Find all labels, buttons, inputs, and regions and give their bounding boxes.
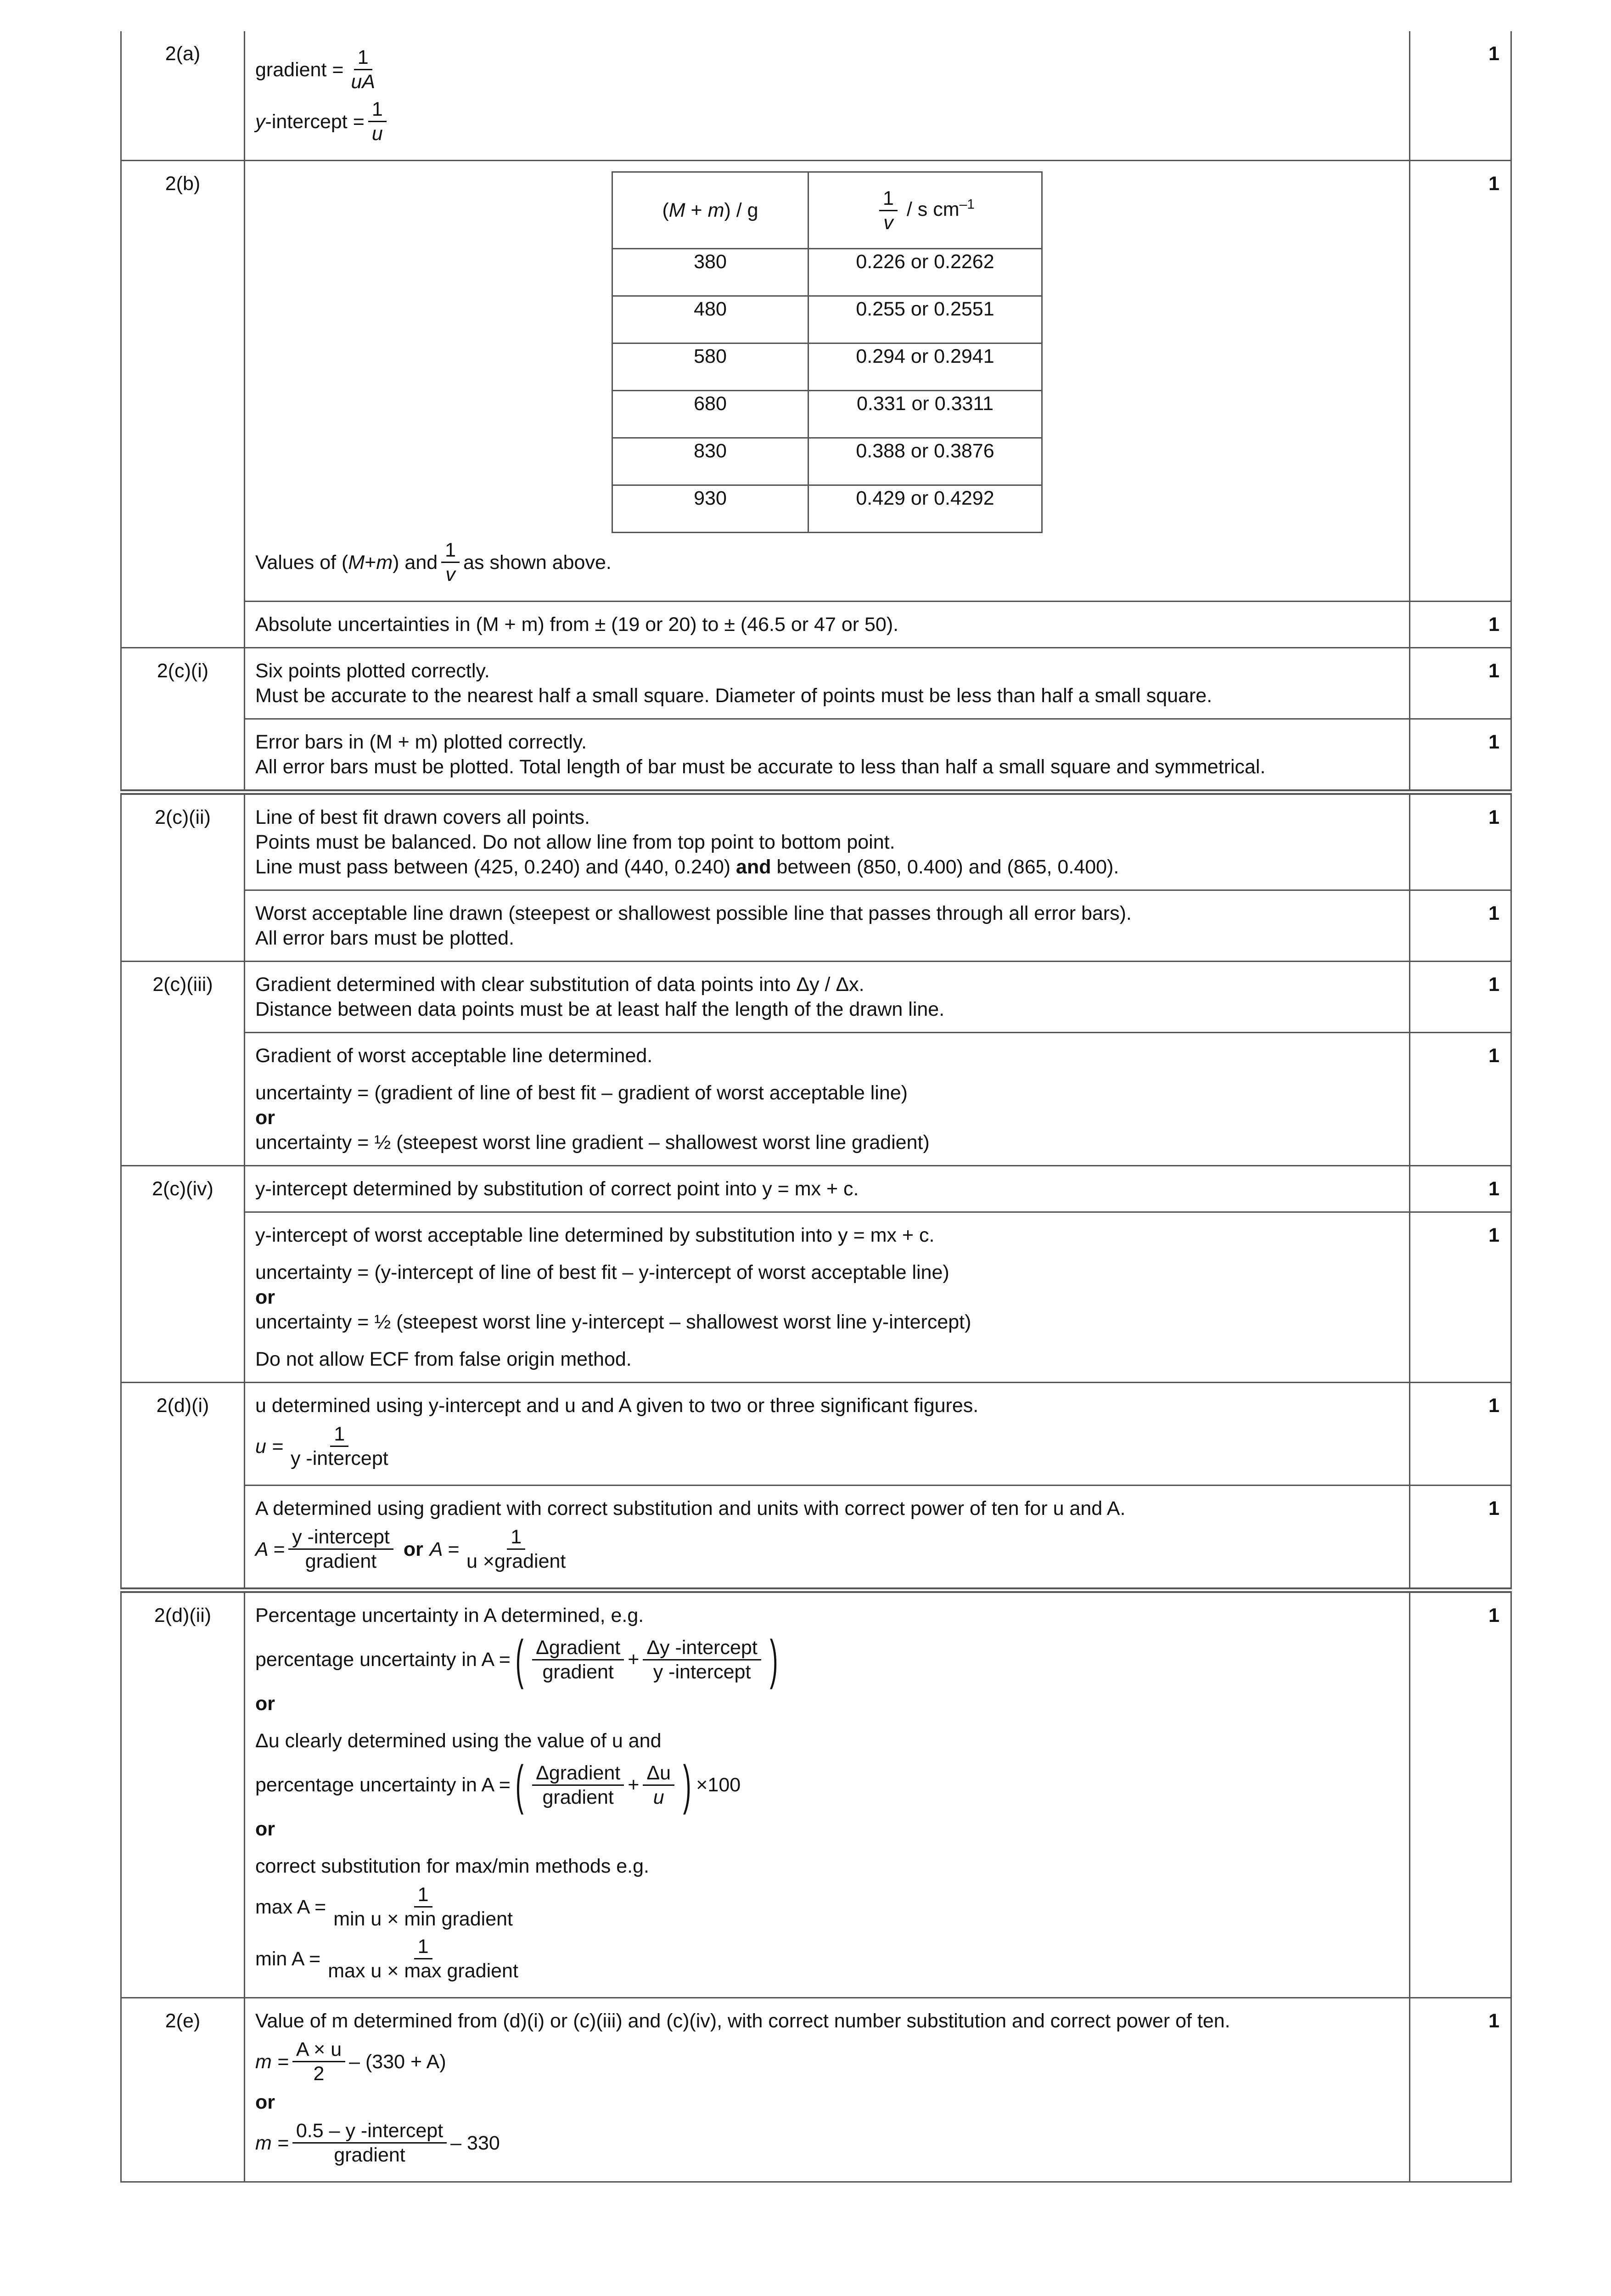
question-number: 2(c)(iii) <box>121 962 245 1166</box>
question-number: 2(e) <box>121 1998 245 2182</box>
mark: 1 <box>1410 1212 1511 1383</box>
mark: 1 <box>1410 1590 1511 1998</box>
answer-cell <box>245 161 1410 602</box>
header-mass: (M + m) / g <box>612 172 808 249</box>
row-2ciii-uncertainty <box>121 1033 1511 1166</box>
question-number: 2(d)(i) <box>121 1383 245 1591</box>
table-row: 580 0.294 or 0.2941 <box>612 343 1042 391</box>
fraction: $\frac{1}{uA}$ <box>351 46 376 93</box>
row-2cii <box>121 792 1511 890</box>
mark: 1 <box>1410 962 1511 1033</box>
mark: 1 <box>1410 602 1511 648</box>
table-row: 480 0.255 or 0.2551 <box>612 296 1042 343</box>
table-header-row <box>612 172 1042 249</box>
row-2b <box>121 161 1511 602</box>
answer-cell: Six points plotted correctly. Must be accurate to the nearest half a small square. Diameter of points must be less than half a small square. <box>245 648 1410 719</box>
row-2a <box>121 31 1511 161</box>
table-row: 830 0.388 or 0.3876 <box>612 438 1042 485</box>
answer-cell: Absolute uncertainties in (M + m) from ± (19 or 20) to ± (46.5 or 47 or 50). <box>245 602 1410 648</box>
gradient-equation: gradient = $\frac{1}{uA}$ <box>255 46 1399 93</box>
table-row: 680 0.331 or 0.3311 <box>612 391 1042 438</box>
answer-cell: Percentage uncertainty in A determined, e.g. percentage uncertainty in A = ( $\frac{\text{Δgradient}}{\text{gradient}}$ + $\frac{\text{Δy -intercept}}{\text{y -intercept}}$ ) or Δu clearly determined using the value of u and percentage uncertainty in A = ( $\frac{\text{Δgradient}}{\text{gradient}}$ + $\frac{\Delta u}{u}$ ) ×100 or correct substitution for max/min methods e.g. max A = $\frac{1}{\text{min u × min gradient}}$ min A = $\frac{1}{\text{max u × max gradient}}$ <box>245 1590 1410 1998</box>
row-2di-A <box>121 1486 1511 1591</box>
question-number: 2(c)(iv) <box>121 1166 245 1383</box>
mark: 1 <box>1410 648 1511 719</box>
row-2e <box>121 1998 1511 2182</box>
row-2ci-error-bars <box>121 719 1511 793</box>
mark: 1 <box>1410 1486 1511 1591</box>
mark: 1 <box>1410 31 1511 161</box>
answer-cell: y-intercept determined by substitution of correct point into y = mx + c. <box>245 1166 1410 1212</box>
row-2civ-uncertainty <box>121 1212 1511 1383</box>
question-number: 2(c)(i) <box>121 648 245 793</box>
mark: 1 <box>1410 792 1511 890</box>
mark: 1 <box>1410 1166 1511 1212</box>
fraction: $\frac{1}{u}$ <box>368 98 387 145</box>
mark: 1 <box>1410 1033 1511 1166</box>
question-number: 2(a) <box>121 31 245 161</box>
answer-cell: Value of m determined from (d)(i) or (c)(iii) and (c)(iv), with correct number substitution and correct power of ten. m = $\frac{A \times u}{2}$ – (330 + A) or m = $\frac{\text{0.5 – y -intercept}}{\text{gradient}}$ – 330 <box>245 1998 1410 2182</box>
row-2civ <box>121 1166 1511 1212</box>
intercept-equation: y -intercept = $\frac{1}{u}$ <box>255 98 1399 145</box>
answer-cell: y-intercept of worst acceptable line determined by substitution into y = mx + c. uncertainty = (y-intercept of line of best fit – y-intercept of worst acceptable line) or uncertainty = ½ (steepest worst line y-intercept – shallowest worst line y-intercept) Do not allow ECF from false origin method. <box>245 1212 1410 1383</box>
answer-cell: Gradient determined with clear substitution of data points into Δy / Δx. Distance between data points must be at least half the length of the drawn line. <box>245 962 1410 1033</box>
mark: 1 <box>1410 719 1511 793</box>
answer-cell: Line of best fit drawn covers all points. Points must be balanced. Do not allow line from top point to bottom point. Line must pass between (425, 0.240) and (440, 0.240) and between (850, 0.400) and (865, 0.400). <box>245 792 1410 890</box>
values-statement: Values of ( M + m ) and $\frac{1}{v}$ as shown above. <box>255 539 612 585</box>
answer-cell: Worst acceptable line drawn (steepest or shallowest possible line that passes through all error bars). All error bars must be plotted. <box>245 890 1410 962</box>
row-2dii <box>121 1590 1511 1998</box>
mark: 1 <box>1410 890 1511 962</box>
answer-cell: Gradient of worst acceptable line determined. uncertainty = (gradient of line of best fit – gradient of worst acceptable line) or uncertainty = ½ (steepest worst line gradient – shallowest worst line gradient) <box>245 1033 1410 1166</box>
table-row: 380 0.226 or 0.2262 <box>612 249 1042 296</box>
row-2ci <box>121 648 1511 719</box>
mark: 1 <box>1410 1383 1511 1486</box>
answer-cell: u determined using y-intercept and u and A given to two or three significant figures. u = $\frac{1}{\text{y -intercept}}$ <box>245 1383 1410 1486</box>
mark-scheme-table <box>120 31 1512 2183</box>
table-row: 930 0.429 or 0.4292 <box>612 485 1042 533</box>
answer-cell: A determined using gradient with correct substitution and units with correct power of ten for u and A. A = $\frac{\text{y -intercept}}{\text{gradient}}$ or A = $\frac{1}{\text{u ×gradient}}$ <box>245 1486 1410 1591</box>
question-number: 2(d)(ii) <box>121 1590 245 1998</box>
question-number: 2(c)(ii) <box>121 792 245 962</box>
row-2di <box>121 1383 1511 1486</box>
header-inverse-velocity: $\frac{1}{v}$ / s $cm^{-1}$ <box>808 172 1042 249</box>
answer-cell <box>245 31 1410 161</box>
question-number: 2(b) <box>121 161 245 648</box>
row-2ciii <box>121 962 1511 1033</box>
mark: 1 <box>1410 1998 1511 2182</box>
data-table <box>612 171 1043 533</box>
answer-cell: Error bars in (M + m) plotted correctly. All error bars must be plotted. Total length of bar must be accurate to less than half a small square and symmetrical. <box>245 719 1410 793</box>
row-2cii-worst-line <box>121 890 1511 962</box>
mark: 1 <box>1410 161 1511 602</box>
row-2b-uncertainty <box>121 602 1511 648</box>
